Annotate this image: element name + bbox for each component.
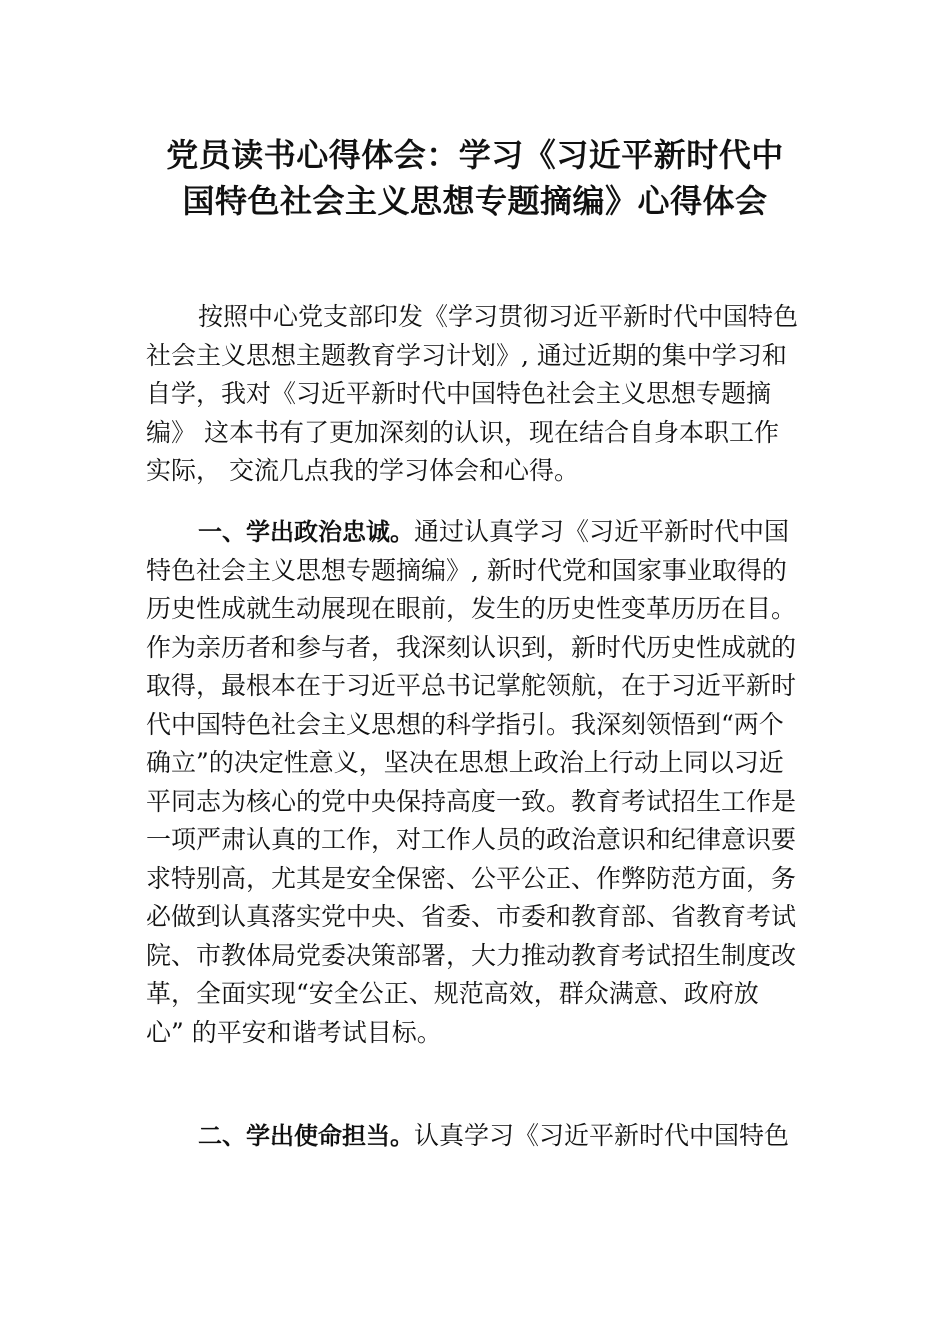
paragraph-first-line [146, 1117, 806, 1156]
paragraph-first-line [146, 513, 806, 552]
section-heading: 一、学出政治忠诚。 [198, 518, 414, 546]
paragraph-line: 心” 的平安和谐考试目标。 [146, 1017, 442, 1047]
paragraph-line: 作为亲历者和参与者，我深刻认识到，新时代历史性成就的 [146, 632, 797, 662]
section-two-paragraph [146, 1117, 806, 1156]
paragraph-line: 社会主义思想主题教育学习计划》, 通过近期的集中学习和 [146, 340, 787, 370]
paragraph-line: 平同志为核心的党中央保持高度一致。教育考试招生工作是 [146, 786, 797, 816]
paragraph-line: 取得，最根本在于习近平总书记掌舵领航，在于习近平新时 [146, 671, 797, 700]
title-line-1: 党员读书心得体会：学习《习近平新时代中 [166, 136, 784, 174]
paragraph-line: 编》 这本书有了更加深刻的认识，现在结合自身本职工作 [146, 417, 779, 447]
paragraph-line: 必做到认真落实党中央、省委、市委和教育部、省教育考试 [146, 902, 797, 931]
document-title [140, 132, 810, 224]
paragraph-text: 认真学习《习近平新时代中国特色 [414, 1121, 790, 1150]
paragraph-line: 特色社会主义思想专题摘编》, 新时代党和国家事业取得的 [146, 555, 787, 585]
paragraph-line: 革，全面实现“安全公正、规范高效，群众满意、政府放 [146, 979, 759, 1008]
paragraph-line: 院、市教体局党委决策部署，大力推动教育考试招生制度改 [146, 940, 797, 970]
paragraph-line: 实际， 交流几点我的学习体会和心得。 [146, 456, 579, 485]
paragraph-line: 求特别高，尤其是安全保密、公平公正、作弊防范方面，务 [146, 863, 797, 893]
paragraph-line: 代中国特色社会主义思想的科学指引。我深刻领悟到“两个 [146, 709, 784, 739]
intro-paragraph [146, 298, 806, 491]
section-heading: 二、学出使命担当。 [198, 1122, 414, 1150]
paragraph-line: 自学，我对《习近平新时代中国特色社会主义思想专题摘 [146, 379, 772, 408]
title-line-2: 国特色社会主义思想专题摘编》心得体会 [182, 182, 768, 220]
paragraph-text: 通过认真学习《习近平新时代中国 [414, 517, 790, 546]
paragraph-line: 一项严肃认真的工作，对工作人员的政治意识和纪律意识要 [146, 825, 797, 854]
section-one-paragraph [146, 513, 806, 1052]
paragraph-line: 按照中心党支部印发《学习贯彻习近平新时代中国特色 [198, 302, 799, 331]
paragraph-line: 历史性成就生动展现在眼前，发生的历史性变革历历在目。 [146, 594, 797, 623]
paragraph-line: 确立”的决定性意义，坚决在思想上政治上行动上同以习近 [146, 748, 784, 777]
